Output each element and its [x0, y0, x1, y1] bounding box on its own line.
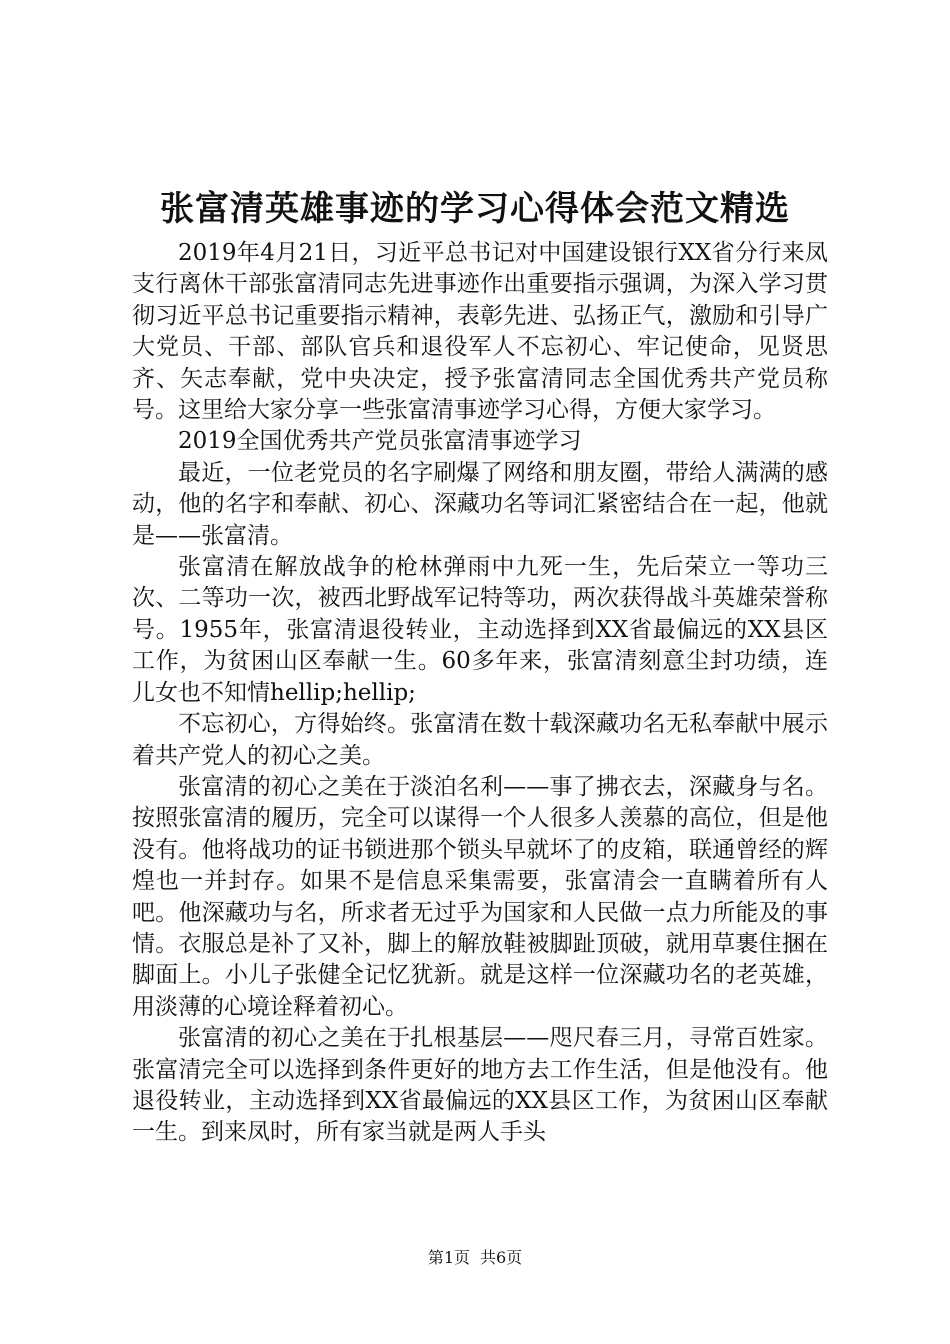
paragraph: 最近，一位老党员的名字刷爆了网络和朋友圈，带给人满满的感动，他的名字和奉献、初心、深藏功名等词汇紧密结合在一起，他就是——张富清。	[132, 459, 828, 549]
paragraph-subheading: 2019全国优秀共产党员张富清事迹学习	[178, 428, 582, 455]
paragraph-intro: 2019年4月21日，习近平总书记对中国建设银行XX省分行来凤支行离休干部张富清同志先进事迹作出重要指示强调，为深入学习贯彻习近平总书记重要指示精神，表彰先进、弘扬正气，激励和引导广大党员、干部、部队官兵和退役军人不忘初心、牢记使命，见贤思齐、矢志奉献，党中央决定，授予张富清同志全国优秀共产党员称号。这里给大家分享一些张富清事迹学习心得，方便大家学习。	[132, 240, 828, 424]
paragraph: 不忘初心，方得始终。张富清在数十载深藏功名无私奉献中展示着共产党人的初心之美。	[132, 711, 828, 769]
document-body	[132, 238, 828, 1149]
paragraph: 张富清在解放战争的枪林弹雨中九死一生，先后荣立一等功三次、二等功一次，被西北野战军记特等功，两次获得战斗英雄荣誉称号。1955年，张富清退役转业，主动选择到XX省最偏远的XX县区工作，为贫困山区奉献一生。60多年来，张富清刻意尘封功绩，连儿女也不知情hellip;hellip;	[132, 554, 828, 706]
paragraph: 张富清的初心之美在于淡泊名利——事了拂衣去，深藏身与名。按照张富清的履历，完全可以谋得一个人很多人羡慕的高位，但是他没有。他将战功的证书锁进那个锁头早就坏了的皮箱，联通曾经的辉煌也一并封存。如果不是信息采集需要，张富清会一直瞒着所有人吧。他深藏功与名，所求者无过乎为国家和人民做一点力所能及的事情。衣服总是补了又补，脚上的解放鞋被脚趾顶破，就用草裹住捆在脚面上。小儿子张健全记忆犹新。就是这样一位深藏功名的老英雄，用淡薄的心境诠释着初心。	[132, 773, 828, 1020]
document-title: 张富清英雄事迹的学习心得体会范文精选	[160, 189, 790, 229]
page-total: 共6页	[480, 1248, 523, 1267]
paragraph: 张富清的初心之美在于扎根基层——咫尺春三月，寻常百姓家。张富清完全可以选择到条件更好的地方去工作生活，但是他没有。他退役转业，主动选择到XX省最偏远的XX县区工作，为贫困山区奉献一生。到来凤时，所有家当就是两人手头	[132, 1025, 828, 1146]
page-number: 第1页	[427, 1248, 470, 1267]
page-footer	[0, 1247, 950, 1269]
